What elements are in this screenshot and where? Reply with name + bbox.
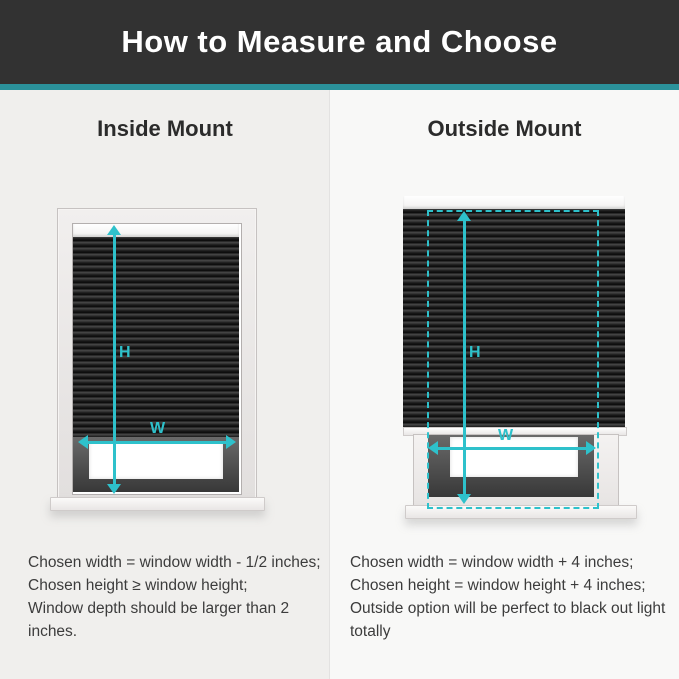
outside-height-arrow-down-icon (457, 494, 471, 504)
page-title: How to Measure and Choose (121, 24, 558, 59)
note-line: Chosen height = window height + 4 inches; (350, 577, 646, 594)
note-line: Chosen width = window width - 1/2 inches; (28, 554, 321, 571)
note-line: Outside option will be perfect to black out light totally (350, 600, 666, 640)
inside-width-label: W (150, 420, 166, 437)
inside-width-arrow-right-icon (226, 435, 236, 449)
inside-height-arrow-up-icon (107, 225, 121, 235)
inside-mount-heading: Inside Mount (97, 116, 233, 141)
outside-height-arrow-line (463, 220, 466, 496)
inside-width-arrow-line (86, 441, 226, 444)
inside-height-arrow-down-icon (107, 484, 121, 494)
inside-mount-notes (28, 551, 328, 643)
panel-divider (329, 90, 330, 679)
outside-measure-guide-dashed-rect (427, 210, 599, 509)
outside-width-label: W (498, 427, 514, 444)
outside-width-arrow-line (436, 447, 586, 450)
outside-width-arrow-left-icon (428, 441, 438, 455)
outside-height-arrow-up-icon (457, 211, 471, 221)
header-banner (0, 0, 679, 84)
inside-height-arrow-line (113, 234, 116, 486)
note-line: Window depth should be larger than 2 inches. (28, 600, 290, 640)
inside-window-glass (89, 441, 223, 479)
inside-width-arrow-left-icon (78, 435, 88, 449)
note-line: Chosen width = window width + 4 inches; (350, 554, 634, 571)
inside-window-sill (50, 497, 265, 511)
note-line: Chosen height ≥ window height; (28, 577, 248, 594)
outside-width-arrow-right-icon (586, 441, 596, 455)
outside-blind-headrail (403, 196, 625, 210)
outside-mount-notes (350, 551, 678, 643)
outside-height-label: H (469, 344, 481, 361)
inside-blind-headrail (73, 224, 239, 238)
inside-height-label: H (119, 344, 131, 361)
inside-blind-shade (73, 237, 239, 437)
outside-mount-heading: Outside Mount (427, 116, 582, 141)
